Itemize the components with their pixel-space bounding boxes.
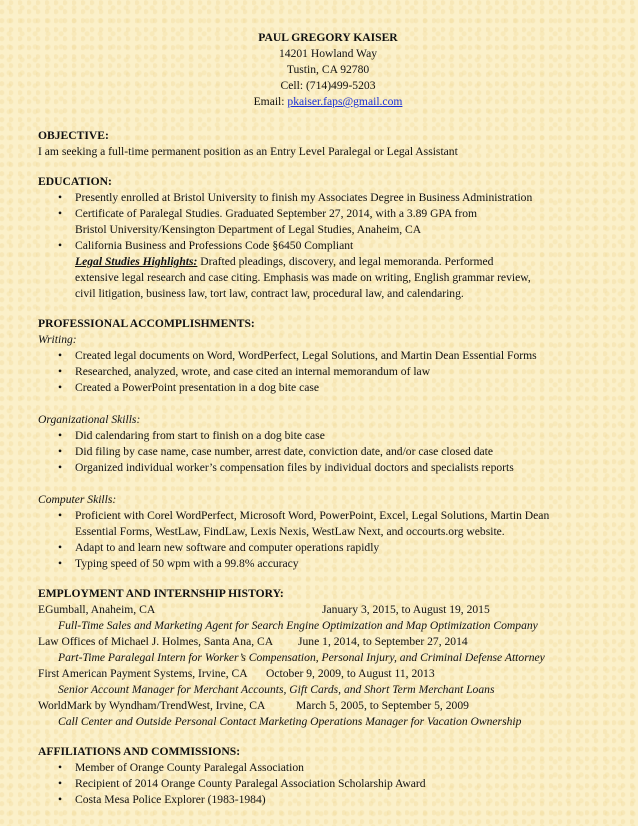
job-employer: Law Offices of Michael J. Holmes, Santa Ana, CA: [38, 635, 274, 648]
highlights-block: Legal Studies Highlights: Drafted pleadings, discovery, and legal memoranda. Performed: [75, 255, 494, 268]
city-state-zip: Tustin, CA 92780: [286, 63, 370, 76]
job-row: [38, 634, 618, 650]
list-item: • Organized individual worker’s compensation files by individual doctors and specialists reports: [38, 460, 618, 476]
list-item: • Proficient with Corel WordPerfect, Microsoft Word, PowerPoint, Excel, Legal Solutions, Martin Dean Essential Forms, WestLaw, FindLaw, Lexis Nexis, WestLaw Next, and occourts.org website.: [38, 508, 618, 540]
list-item: • Costa Mesa Police Explorer (1983-1984): [38, 792, 618, 808]
job-dates: October 9, 2009, to August 11, 2013: [266, 667, 435, 680]
list-item: • Member of Orange County Paralegal Association: [38, 760, 618, 776]
job-title: Call Center and Outside Personal Contact Marketing Operations Manager for Vacation Ownership: [58, 715, 522, 728]
job-row: [38, 666, 618, 682]
job-dates: January 3, 2015, to August 19, 2015: [322, 603, 490, 616]
objective-text: I am seeking a full-time permanent position as an Entry Level Paralegal or Legal Assistant: [38, 145, 458, 158]
job-employer: WorldMark by Wyndham/TrendWest, Irvine, CA: [38, 699, 266, 712]
job-dates: June 1, 2014, to September 27, 2014: [298, 635, 468, 648]
resume-page: [38, 30, 618, 808]
objective-heading: OBJECTIVE:: [38, 129, 109, 142]
computer-list: [38, 508, 618, 572]
organizational-list: [38, 428, 618, 476]
list-item: • Typing speed of 50 wpm with a 99.8% accuracy: [38, 556, 618, 572]
highlights-label: Legal Studies Highlights:: [75, 255, 198, 268]
education-list: [38, 190, 618, 302]
writing-list: [38, 348, 618, 396]
email-line: [38, 94, 618, 110]
street-address: 14201 Howland Way: [278, 47, 378, 60]
job-title: Full-Time Sales and Marketing Agent for Search Engine Optimization and Map Optimization Company: [58, 619, 538, 632]
email-label: Email:: [253, 95, 288, 108]
email-link[interactable]: pkaiser.faps@gmail.com: [287, 95, 403, 108]
affiliations-list: [38, 760, 618, 808]
list-item: • California Business and Professions Code §6450 Compliant Legal Studies Highlights: Drafted pleadings, discovery, and legal memoranda. Performed extensive legal research and case citing. Emphasis was made on writing, English grammar review, civil litigation, business law, tort law, contract law, procedural law, and calendaring.: [38, 238, 618, 302]
organizational-subheading: Organizational Skills:: [38, 413, 141, 426]
list-item: • Certificate of Paralegal Studies. Graduated September 27, 2014, with a 3.89 GPA from Bristol University/Kensington Department of Legal Studies, Anaheim, CA: [38, 206, 618, 238]
cell-phone: Cell: (714)499-5203: [280, 79, 376, 92]
applicant-name: PAUL GREGORY KAISER: [258, 31, 398, 44]
list-item: • Recipient of 2014 Orange County Paralegal Association Scholarship Award: [38, 776, 618, 792]
job-row: [38, 698, 618, 714]
list-item: • Presently enrolled at Bristol University to finish my Associates Degree in Business Administration: [38, 190, 618, 206]
list-item: • Researched, analyzed, wrote, and case cited an internal memorandum of law: [38, 364, 618, 380]
list-item: • Created legal documents on Word, WordPerfect, Legal Solutions, and Martin Dean Essential Forms: [38, 348, 618, 364]
resume-header: [38, 30, 618, 110]
computer-subheading: Computer Skills:: [38, 493, 117, 506]
job-title: Part-Time Paralegal Intern for Worker’s Compensation, Personal Injury, and Criminal Defense Attorney: [58, 651, 545, 664]
job-employer: EGumball, Anaheim, CA: [38, 603, 156, 616]
education-heading: EDUCATION:: [38, 175, 112, 188]
job-dates: March 5, 2005, to September 5, 2009: [296, 699, 469, 712]
writing-subheading: Writing:: [38, 333, 77, 346]
job-row: [38, 602, 618, 618]
list-item: • Did calendaring from start to finish on a dog bite case: [38, 428, 618, 444]
employment-heading: EMPLOYMENT AND INTERNSHIP HISTORY:: [38, 587, 284, 600]
list-item: • Created a PowerPoint presentation in a dog bite case: [38, 380, 618, 396]
list-item: • Adapt to and learn new software and computer operations rapidly: [38, 540, 618, 556]
accomplishments-heading: PROFESSIONAL ACCOMPLISHMENTS:: [38, 317, 255, 330]
affiliations-heading: AFFILIATIONS AND COMMISSIONS:: [38, 745, 241, 758]
job-employer: First American Payment Systems, Irvine, CA: [38, 667, 248, 680]
job-title: Senior Account Manager for Merchant Accounts, Gift Cards, and Short Term Merchant Loans: [58, 683, 495, 696]
list-item: • Did filing by case name, case number, arrest date, conviction date, and/or case closed date: [38, 444, 618, 460]
